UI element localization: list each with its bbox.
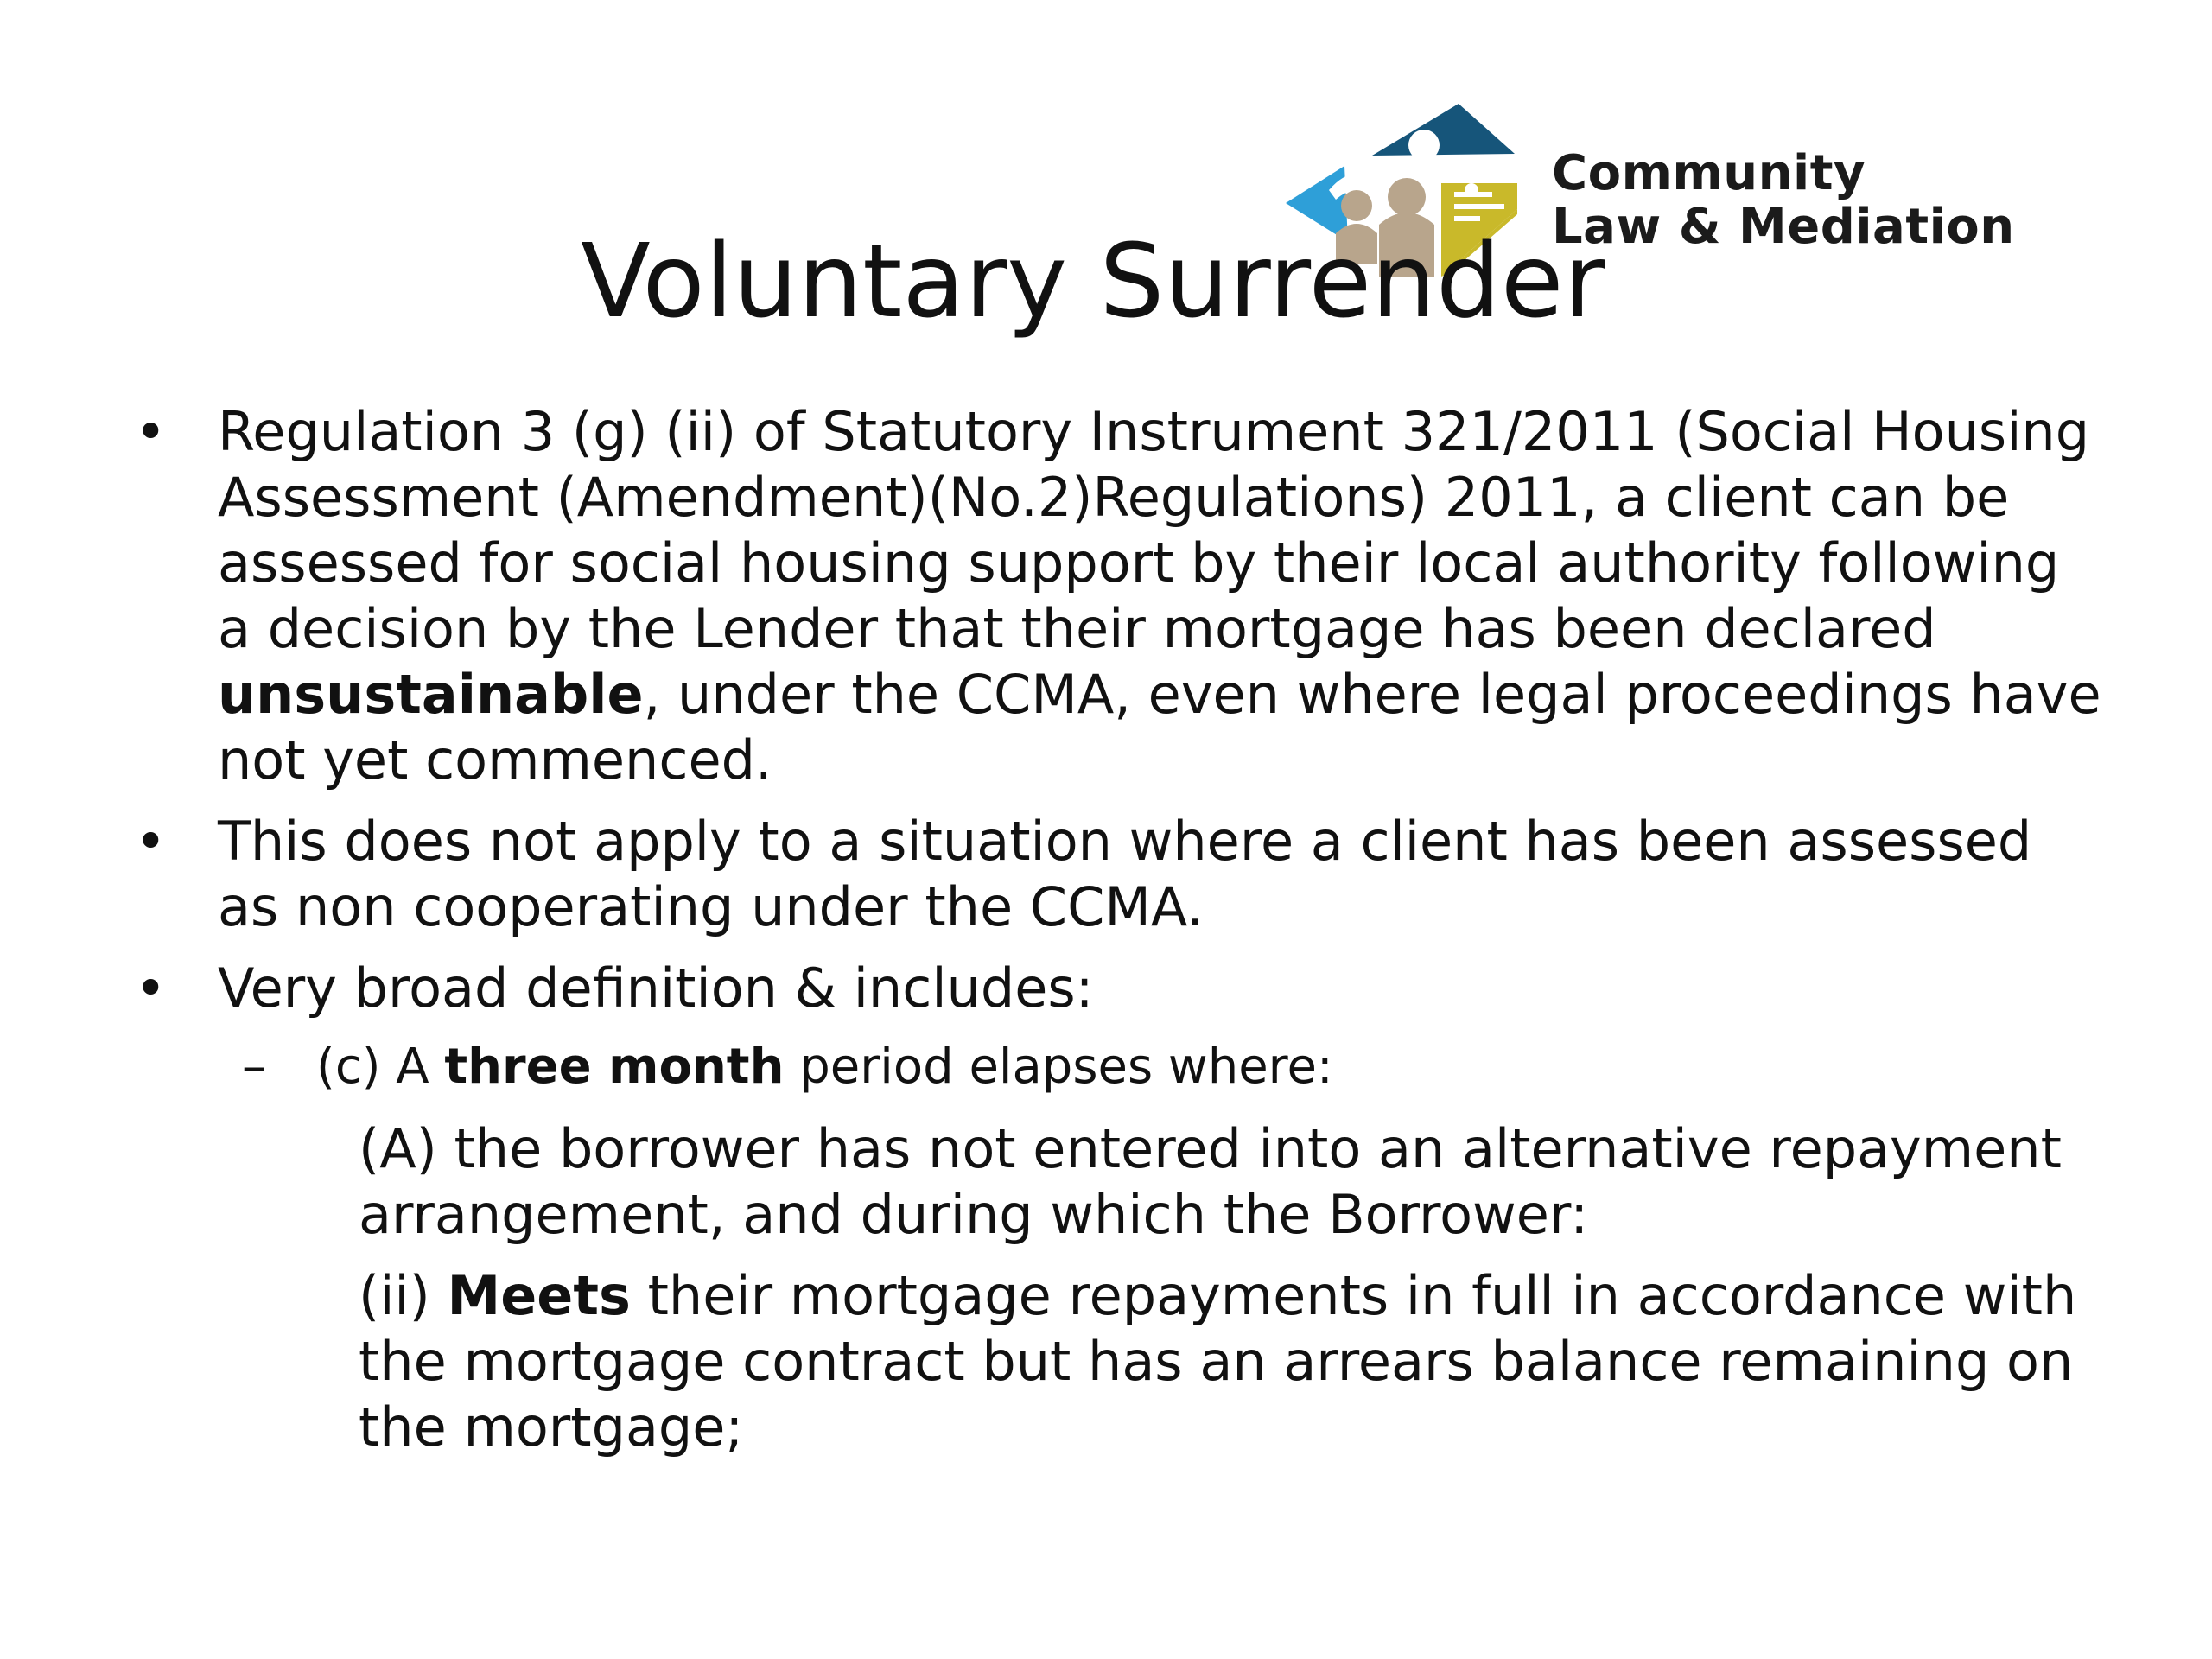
paragraph-text: (ii) bbox=[359, 1264, 448, 1327]
bullet-text-bold: unsustainable bbox=[218, 663, 644, 726]
bullet-text: , under the CCMA, even where legal proceedings have not yet commenced. bbox=[218, 663, 2101, 791]
bullet-text: Very broad definition & includes: bbox=[218, 957, 1094, 1020]
slide-title: Voluntary Surrender bbox=[581, 221, 1605, 340]
bullet-item-regulation bbox=[130, 399, 2108, 793]
bullet-icon: • bbox=[135, 400, 167, 463]
logo-line-1: Community bbox=[1552, 145, 1866, 201]
sub-bullet-text: (c) A bbox=[316, 1039, 445, 1095]
paragraph-text: their mortgage repayments in full in accordance with the mortgage contract but has an arrears balance remaining on the mortgage; bbox=[359, 1264, 2077, 1459]
sub-bullet-text: period elapses where: bbox=[784, 1039, 1333, 1095]
bullet-icon: • bbox=[135, 957, 167, 1020]
logo-line-2: Law & Mediation bbox=[1552, 199, 2015, 255]
dash-icon: – bbox=[242, 1039, 266, 1095]
bullet-icon: • bbox=[135, 810, 167, 873]
sub-bullet-text-bold: three month bbox=[444, 1039, 785, 1095]
paragraph-meets-repayments bbox=[130, 1263, 2108, 1460]
bullet-text: Regulation 3 (g) (ii) of Statutory Instrument 321/2011 (Social Housing Assessment (Amendment)(No.2)Regulations) 2011, a client can be assessed for social housing support by their local authority following a decision by the Lender that their mortgage has been declared bbox=[218, 400, 2090, 660]
bullet-text: This does not apply to a situation where a client has been assessed as non cooperating under the CCMA. bbox=[218, 810, 2032, 938]
bullet-item-definition bbox=[130, 956, 2108, 1021]
slide-body bbox=[130, 399, 2108, 1476]
bullet-item-non-cooperating bbox=[130, 809, 2108, 940]
paragraph-text-bold: Meets bbox=[447, 1264, 631, 1327]
sub-bullet-three-month bbox=[130, 1037, 2108, 1097]
paragraph-alternative-arrangement: (A) the borrower has not entered into an alternative repayment arrangement, and during which the Borrower: bbox=[359, 1117, 2062, 1246]
